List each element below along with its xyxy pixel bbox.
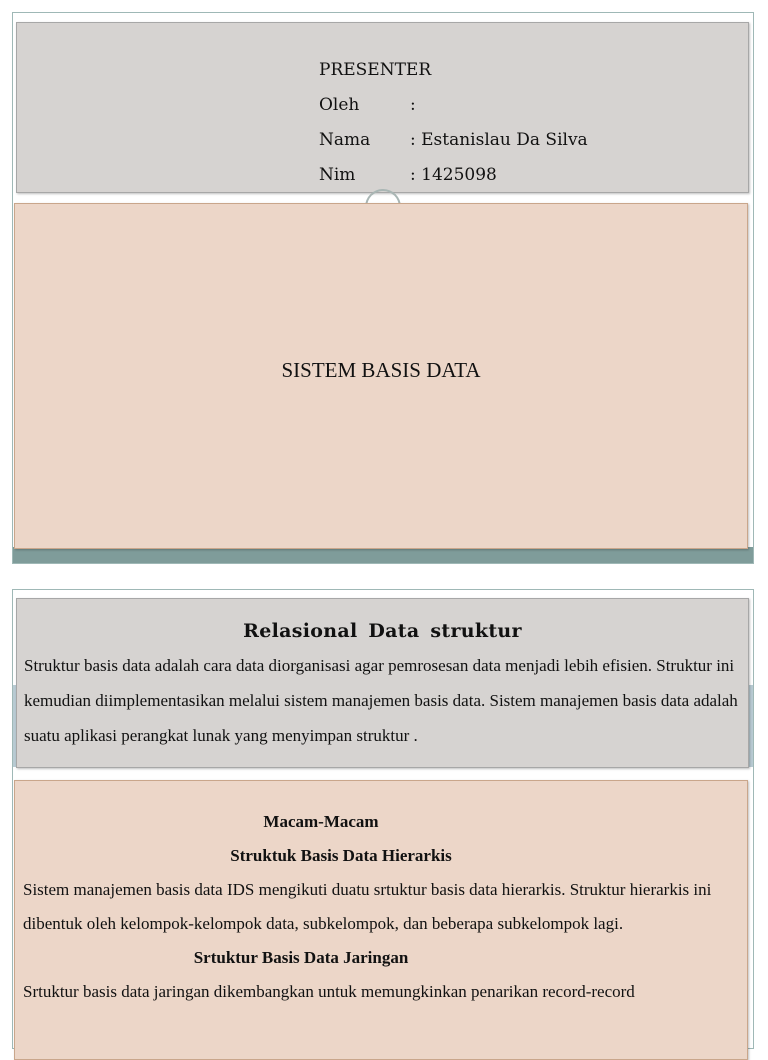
relasional-title: Relasional Data struktur (243, 620, 522, 642)
presenter-row-nama (319, 123, 588, 158)
macam-box (14, 780, 748, 1060)
macam-heading: Macam-Macam (263, 812, 379, 831)
presenter-value: : (410, 95, 416, 115)
presenter-value: : 1425098 (410, 165, 497, 185)
slide-1 (12, 12, 754, 564)
presenter-row-oleh (319, 88, 588, 123)
presenter-heading: PRESENTER (319, 60, 432, 80)
hierarkis-body: Sistem manajemen basis data IDS mengikuti duatu srtuktur basis data hierarkis. Struktur hierarkis ini dibentuk oleh kelompok-kelompok data, subkelompok, dan beberapa subkelompok lagi. (23, 880, 712, 933)
jaringan-body: Srtuktur basis data jaringan dikembangkan untuk memungkinkan penarikan record-record (23, 982, 635, 1001)
presenter-value: : Estanislau Da Silva (410, 130, 588, 150)
relasional-box (16, 598, 749, 768)
hierarkis-heading: Struktuk Basis Data Hierarkis (230, 846, 452, 865)
presenter-label: Nim (319, 165, 356, 185)
slide-title: SISTEM BASIS DATA (281, 358, 481, 382)
presenter-row-nim (319, 158, 588, 193)
slide-2 (12, 589, 754, 1049)
relasional-body: Struktur basis data adalah cara data diorganisasi agar pemrosesan data menjadi lebih efisien. Struktur ini kemudian diimplementasikan melalui sistem manajemen basis data. Sistem manajemen basis data adalah suatu aplikasi perangkat lunak yang menyimpan struktur . (24, 656, 738, 745)
slide-bottom-band (13, 547, 753, 563)
presenter-label: Oleh (319, 95, 360, 115)
presenter-label: Nama (319, 130, 371, 150)
title-box (14, 203, 748, 549)
jaringan-heading: Srtuktur Basis Data Jaringan (193, 948, 409, 967)
presenter-box (16, 22, 749, 193)
presenter-details (319, 53, 588, 193)
